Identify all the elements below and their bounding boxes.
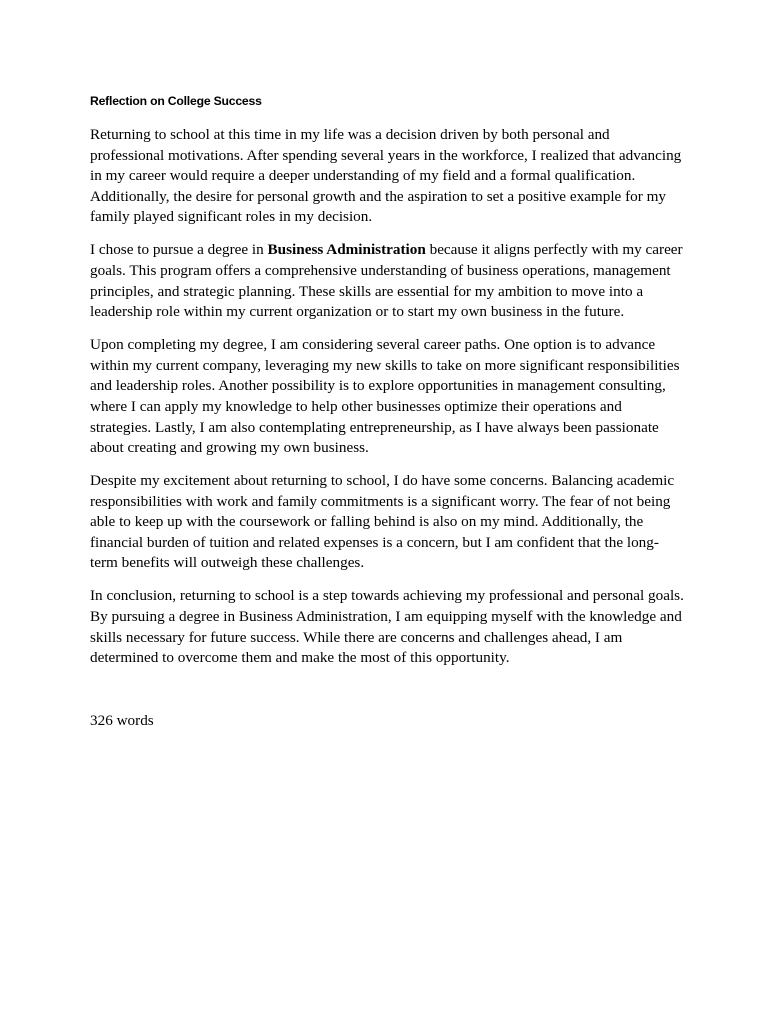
paragraph-concerns: Despite my excitement about returning to school, I do have some concerns. Balancing academic responsibilities with work and family commitments is a significant worry. The fear of not being able to keep up with the coursework or falling behind is also on my mind. Additionally, the financial burden of tuition and related expenses is a concern, but I am confident that the long-term benefits will outweigh these challenges. — [90, 472, 675, 572]
document-title: Reflection on College Success — [90, 94, 262, 108]
paragraph-text-segment: because it aligns perfectly with my career goals. This program offers a comprehensive understanding of business operations, management principles, and strategic planning. These skills are essential for my ambition to move into a leadership role within my current organization or to start my own business in the future. — [90, 241, 683, 321]
paragraph-conclusion: In conclusion, returning to school is a step towards achieving my professional and personal goals. By pursuing a degree in Business Administration, I am equipping myself with the knowledge and skills necessary for future success. While there are concerns and challenges ahead, I am determined to overcome them and make the most of this opportunity. — [90, 587, 684, 667]
degree-name-bold: Business Administration — [267, 241, 426, 259]
paragraph-motivation: Returning to school at this time in my life was a decision driven by both personal and professional motivations. After spending several years in the workforce, I realized that advancing in my career would require a deeper understanding of my field and a formal qualification. Additionally, the desire for personal growth and the aspiration to set a positive example for my family played significant roles in my decision. — [90, 126, 682, 226]
paragraph-career-paths: Upon completing my degree, I am considering several career paths. One option is to advance within my current company, leveraging my new skills to take on more significant responsibilities and leadership roles. Another possibility is to explore opportunities in management consulting, where I can apply my knowledge to help other businesses optimize their operations and strategies. Lastly, I am also contemplating entrepreneurship, as I have always been passionate about creating and growing my own business. — [90, 336, 680, 457]
paragraph-text-segment: I chose to pursue a degree in — [90, 241, 268, 259]
word-count: 326 words — [90, 711, 154, 729]
paragraph-degree-choice — [90, 240, 684, 322]
document-body — [90, 93, 684, 731]
